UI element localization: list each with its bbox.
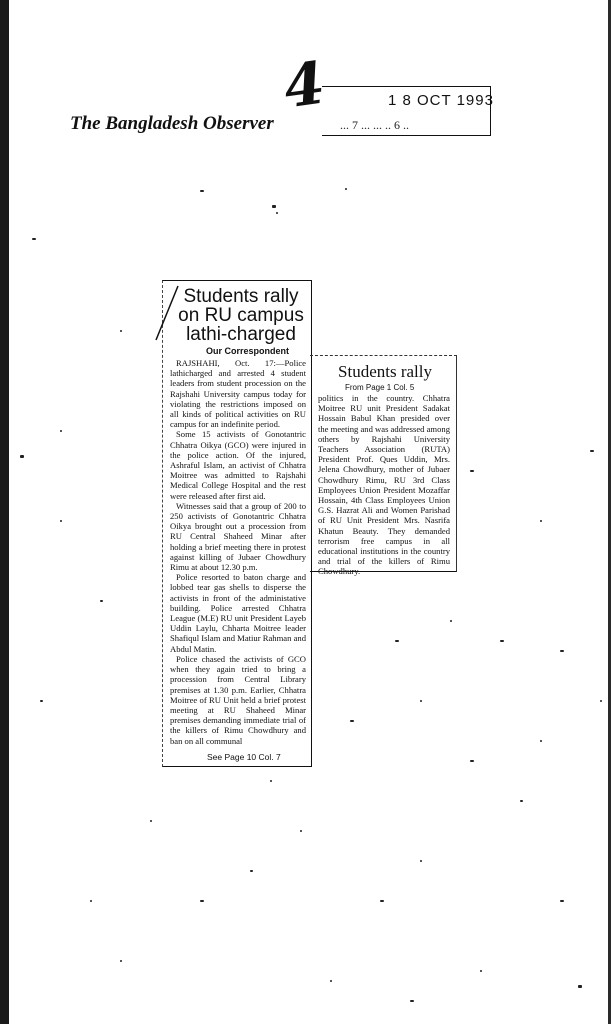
scan-speck: [276, 212, 278, 214]
scan-speck: [60, 520, 62, 522]
stamp-number: 4: [279, 48, 329, 122]
article-paragraph: Police resorted to baton charge and lobbed tear gas shells to disperse the activists in front of the administative building. Police arrested Chhatra League (M.E) RU unit President Layeb Uddin Laylu, Chharta Moitree leader Shafiqul Islam and Matiur Rahman and Abdul Matin.: [170, 572, 306, 654]
continued-reference: See Page 10 Col. 7: [207, 752, 281, 762]
scan-speck: [20, 455, 24, 458]
scan-speck: [300, 830, 302, 832]
scan-speck: [395, 640, 399, 642]
scan-speck: [200, 900, 204, 902]
article-headline: [176, 287, 306, 344]
scan-speck: [270, 780, 272, 782]
scan-speck: [590, 450, 594, 452]
scan-speck: [410, 1000, 414, 1002]
scan-speck: [272, 205, 276, 208]
scan-speck: [90, 900, 92, 902]
scan-left-edge: [0, 0, 9, 1024]
headline-line-2: on RU campus: [178, 305, 304, 326]
scan-speck: [560, 650, 564, 652]
newspaper-masthead: The Bangladesh Observer: [70, 113, 274, 134]
scan-speck: [330, 980, 332, 982]
scan-speck: [500, 640, 504, 642]
article-body: [170, 358, 306, 746]
scan-speck: [540, 520, 542, 522]
scan-speck: [470, 470, 474, 472]
continuation-from-reference: From Page 1 Col. 5: [345, 383, 415, 392]
stamp-date: 1 8 OCT 1993: [388, 92, 494, 109]
scan-speck: [120, 330, 122, 332]
scan-speck: [480, 970, 482, 972]
scan-speck: [200, 190, 204, 192]
scan-speck: [100, 600, 103, 602]
stamp-handwritten-line: ... 7 ... ... .. 6 ..: [340, 118, 409, 132]
scan-speck: [350, 720, 354, 722]
scan-speck: [250, 870, 253, 872]
article-paragraph: Witnesses said that a group of 200 to 250 activists of Gonotantric Chhatra Oikya brought out a procession from RU Central Shaheed Minar after holding a brief meeting there in protest against killing of Jubaer Chowdhury Rimu at about 12.30 p.m.: [170, 500, 306, 573]
scan-speck: [120, 960, 122, 962]
scan-speck: [450, 620, 452, 622]
scan-speck: [520, 800, 523, 802]
headline-line-1: Students rally: [183, 286, 299, 307]
scan-speck: [150, 820, 152, 822]
headline-line-3: lathi-charged: [186, 324, 296, 345]
scan-speck: [380, 900, 384, 902]
continuation-headline: Students rally: [338, 362, 432, 381]
scan-speck: [345, 188, 347, 190]
article-paragraph: RAJSHAHI, Oct. 17:—Police lathicharged and arrested 4 student leaders from student procession on the Rajshahi University campus today for violating the restrictions imposed on all kinds of political activities on RU campus for an indefinite period.: [170, 358, 306, 430]
scan-speck: [600, 700, 602, 702]
scan-speck: [60, 430, 62, 432]
scan-speck: [540, 740, 542, 742]
scan-speck: [420, 700, 422, 702]
article-byline: Our Correspondent: [206, 346, 290, 356]
scan-speck: [40, 700, 43, 702]
article-paragraph: Some 15 activists of Gonotantric Chhatra Oikya (GCO) were injured in the police action. Of the injured, Ashraful Islam, an activist of Chhatra Moitree was admitted to Rajshahi Medical College Hospital and the rest were released after first aid.: [170, 429, 306, 501]
scan-speck: [32, 238, 36, 240]
article-paragraph: Police chased the activists of GCO when they again tried to bring a procession from Central Library premises at 1.30 p.m. Earlier, Chhatra Moitree of RU Unit held a brief protest meeting at RU Shaheed Minar premises demanding immediate trial of the killers of Rimu Chowdhury and ban on all communal: [170, 653, 306, 746]
continuation-paragraph: politics in the country. Chhatra Moitree RU unit President Sadakat Hossain Babul Khan presided over the meeting and was addressed among others by Rajshahi University Teachers Association (RUTA) President Prof. Ques Uddin, Mrs. Jelena Chowdhury, mother of Jubaer Chowdhury Rimu, RU 3rd Class Employees Union President Mozaffar Hossain, 4th Class Employees Union G.S. Hazrat Ali and Women Parishad of RU Unit President Mrs. Nasrifa Khatun Beauty. They demanded terrorism free campus in all educational institutions in the country and trial of the killers of Rimu Chowdhury.: [318, 393, 450, 577]
scan-speck: [420, 860, 422, 862]
continuation-body: [318, 393, 450, 577]
scan-speck: [578, 985, 582, 988]
scan-speck: [470, 760, 474, 762]
scan-speck: [560, 900, 564, 902]
